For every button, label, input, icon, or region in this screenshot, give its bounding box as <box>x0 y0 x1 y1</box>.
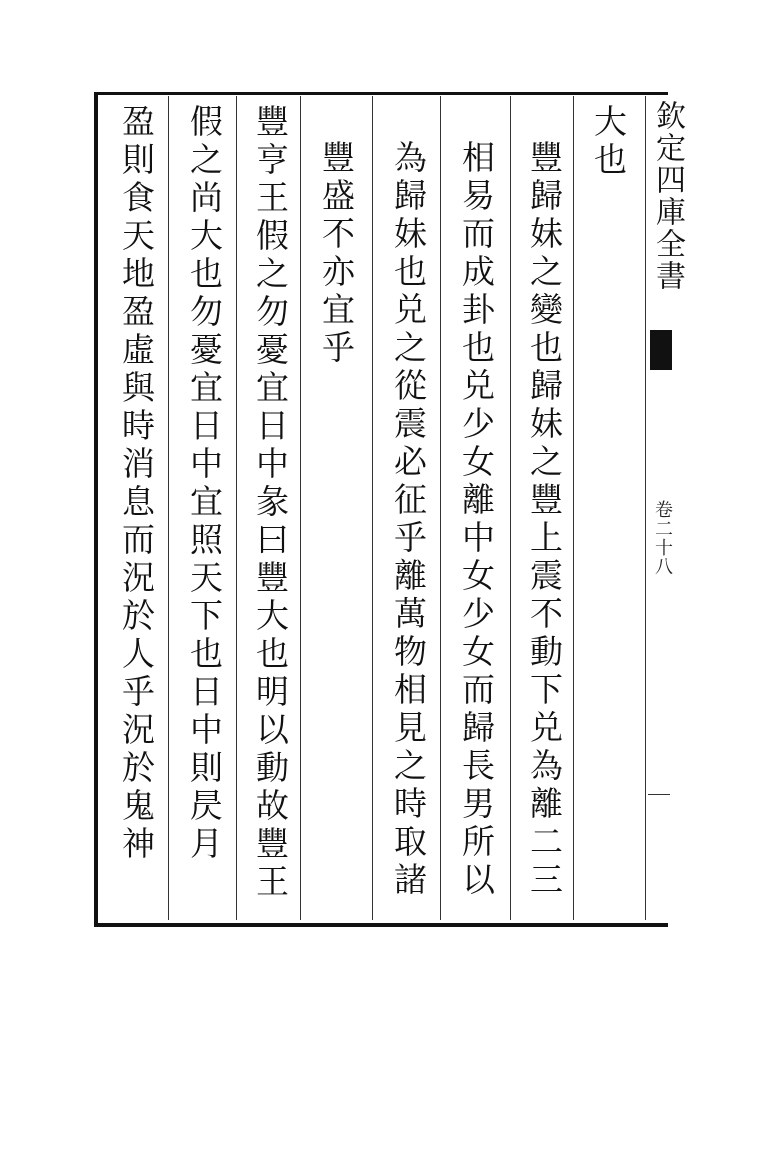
column-rule <box>236 96 237 920</box>
column-rule <box>168 96 169 920</box>
book-title: 欽定四庫全書 <box>650 100 685 292</box>
column-rule <box>300 96 301 920</box>
text-column-8: 盈則食天地盈虛與時消息而況於人乎況於鬼神 <box>117 104 156 864</box>
margin-divider <box>648 794 670 795</box>
column-rule <box>573 96 574 920</box>
text-column-7: 假之尚大也勿憂宜日中宜照天下也日中則昃月 <box>185 104 224 864</box>
column-rule <box>372 96 373 920</box>
column-rule <box>440 96 441 920</box>
column-rule <box>510 96 511 920</box>
text-column-3: 相易而成卦也兑少女離中女少女而歸長男所以 <box>457 140 496 900</box>
text-column-6: 豐亨王假之勿憂宜日中彖曰豐大也明以動故豐王 <box>251 104 290 902</box>
text-column-5: 豐盛不亦宜乎 <box>317 140 356 368</box>
text-column-2: 豐歸妹之變也歸妹之豐上震不動下兑為離二三 <box>525 140 564 900</box>
column-rule <box>645 96 646 920</box>
text-column-1: 大也 <box>589 104 628 180</box>
fish-tail-mark <box>650 330 672 370</box>
text-column-4: 為歸妹也兑之從震必征乎離萬物相見之時取諸 <box>389 140 428 900</box>
volume-label: 卷二十八 <box>652 500 673 576</box>
page-margin-strip <box>645 92 685 927</box>
